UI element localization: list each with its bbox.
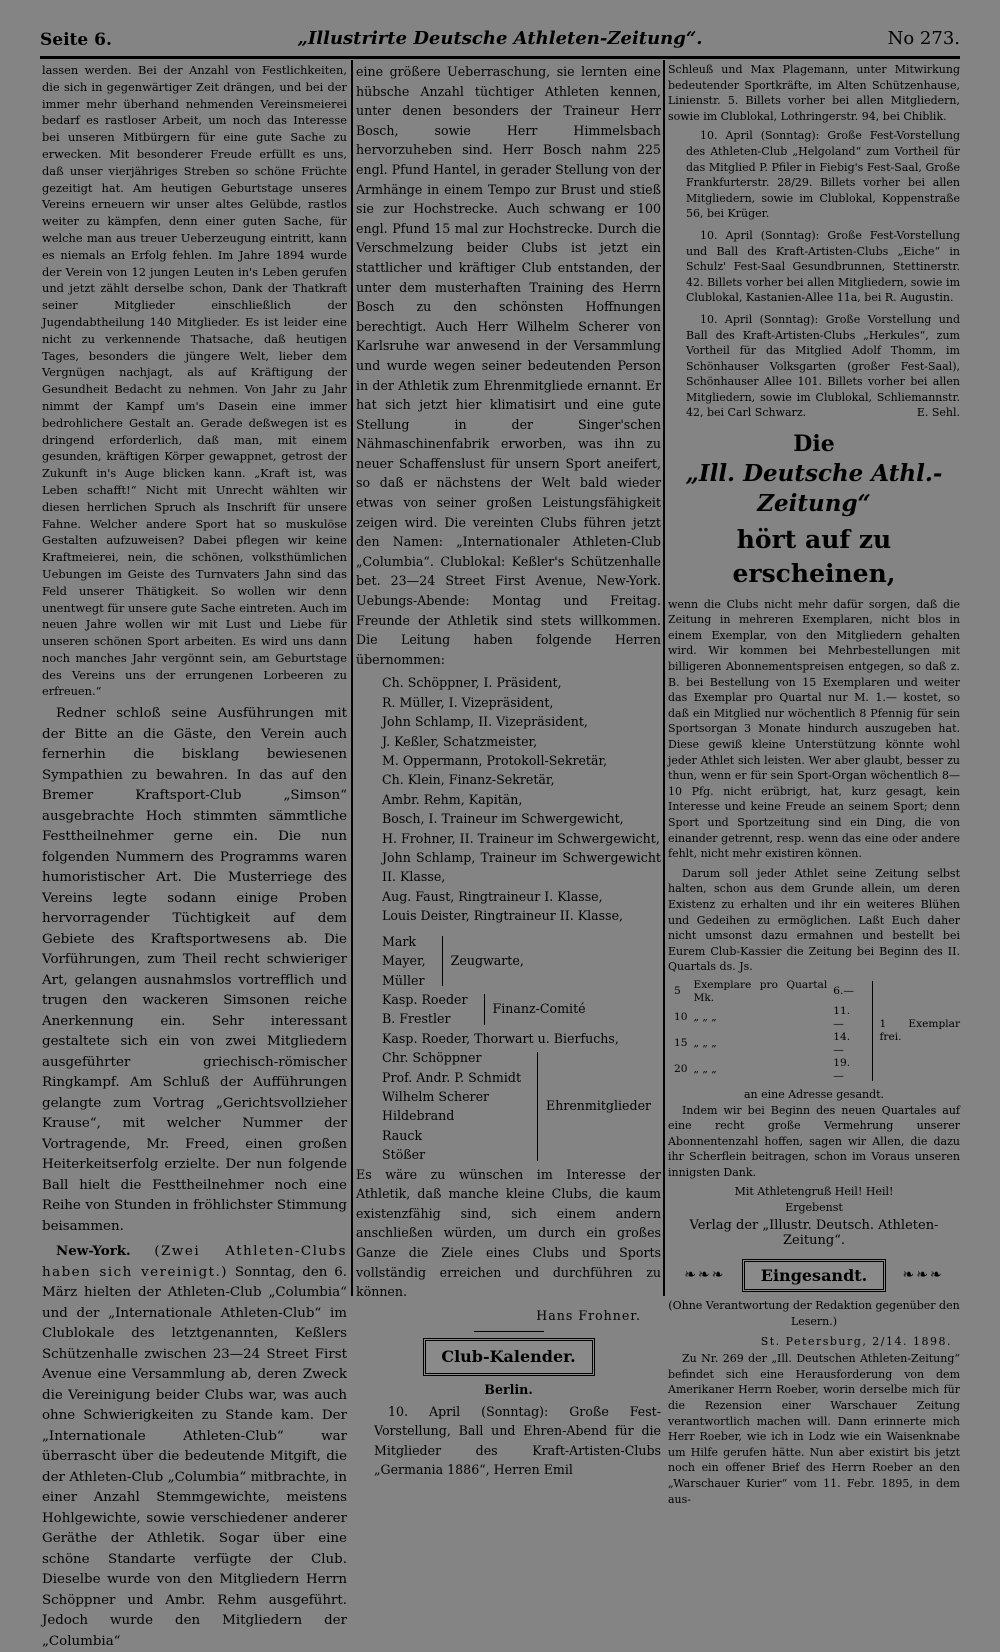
brace [474, 994, 485, 1025]
column-divider-right [663, 60, 665, 1296]
letter-text: Zu Nr. 269 der „Ill. Deutschen Athleten-Zeitung“ befindet sich eine Herausforderung von dem Amerikaner Herrn Roeber, worin derselbe mich für die Rezension einer Warschauer Zeitung verantwortlich machen will. Dann erinnerte mich Herr Roeber, wie ich in Lodz wie ein Waisenknabe um Hilfe gerufen hätte. Nun aber existirt bis jetzt noch ein offener Brief des Herrn Roeber an den „Warschauer Kurier“ vom 11. Febr. 1895, in dem aus- [668, 1352, 960, 1506]
announcement-paragraph: Darum soll jeder Athlet seine Zeitung selbst halten, schon aus dem Grunde allein, um deren Existenz zu erhalten und ihr ein weiteres Blühen und Gedeihen zu ermöglichen. Laßt Euch daher nicht umsonst dazu ermahnen und bestellt bei Eurem Club-Kassier die Zeitung bei Beginn des II. Quartals ds. Js. [668, 866, 960, 974]
brace [865, 981, 873, 1081]
group-member: Rauck [382, 1127, 423, 1143]
new-york-text: Sonntag, den 6. März hielten der Athleten-Club „Columbia“ und der „Internationale Athleten-Club“ im Clublokale des letztgenannten, Keßlers Schützenhalle zwischen 23—24 Street First Avenue eine Versammlung ab, deren Zweck die Vereinigung beider Clubs war, was auch ohne Schwierigkeiten zu Stande kam. Der „Internationale Athleten-Club“ war überrascht über die bedeutende Mitgift, die der Athleten-Club „Columbia“ mitbrachte, in einer Anzahl Stemmgewichte, meistens Hohlgewichte, sowie verschiedener anderer Geräthe der Athletik. Sogar über eine schöne Standarte verfügte der Club. Dieselbe wurde von den Mitgliedern Herrn Schöppner und Ambr. Rehm ausgeführt. Jedoch wurde den Mitgliedern der „Columbia“ [42, 1264, 347, 1649]
group-member: Müller [382, 972, 425, 988]
city-heading: Berlin. [484, 1381, 533, 1397]
divider [474, 1331, 544, 1332]
calendar-entry: 10. April (Sonntag): Große Fest-Vorstellung, Ball und Ehren-Abend für die Mitglieder des Kraft-Artisten-Clubs „Germania 1886“, Herren Emil [374, 1403, 661, 1478]
officer-entry: Ch. Schöppner, I. Präsident, [382, 675, 562, 691]
price-note-free: 1 Exemplar frei. [879, 1017, 961, 1043]
announcement-die: Die [793, 431, 835, 458]
column-divider-left [351, 60, 353, 1296]
announcement-paragraph: Indem wir bei Beginn des neuen Quartales auf eine recht große Vermehrung unserer Abonnentenzahl hoffen, sagen wir Allen, die dazu ihr Scherflein beitragen, schon im Voraus unseren innigsten Dank. [668, 1103, 960, 1179]
disclaimer: (Ohne Verantwortung der Redaktion gegenüber den Lesern.) [668, 1299, 960, 1329]
eingesandt-title: Eingesandt. [742, 1259, 886, 1293]
brace [432, 936, 443, 986]
column-3 [668, 62, 961, 1506]
group-label: Ehrenmitglieder [546, 1098, 652, 1114]
group-label: Zeugwarte, [450, 952, 524, 968]
article-paragraph: lassen werden. Bei der Anzahl von Festlichkeiten, die sich in gegenwärtiger Zeit drängen, und bei der immer mehr überhand nehmenden Vereinsmeierei bedarf es rastloser Arbeit, um noch das Interesse bei unseren Mitbürgern für eine gute Sache zu erwecken. Mit besonderer Freude erfüllt es uns, daß unser vierjähriges Streben so schöne Früchte gezeitigt hat. Am heutigen Geburtstage unseres Vereins erneuern wir unser altes Gelübde, rastlos weiter zu kämpfen, denn einer guten Sache, für welche man aus treuer Ueberzeugung eintritt, kann es niemals an Erfolg fehlen. Im Jahre 1894 wurde der Verein von 12 jungen Leuten in's Leben gerufen und jetzt zählt derselbe schon, Dank der Thatkraft seiner Mitglieder einschließlich der Jugendabtheilung 140 Mitglieder. Es ist leider eine nicht zu verkennende Thatsache, daß heutigen Tages, besonders die jüngere Welt, lieber dem Vergnügen nachjagt, als auf Kräftigung der Gesundheit Bedacht zu nehmen. Von Jahr zu Jahr nimmt der Kampf um's Dasein eine immer bedrohlichere Gestalt an. Gerade deßwegen ist es dringend erforderlich, daß man, mit einem gesunden, kräftigen Körper gewappnet, getrost der Zukunft in's Auge blicken kann. „Kraft ist, was Leben schafft!“ Nicht mit Unrecht wählten wir diesen herrlichen Spruch als Inschrift für unsere Fahne. Welcher andere Sport hat so muskulöse Gestalten aufzuweisen? Dabei pflegen wir keine Kraftmeierei, nein, die schönen, volksthümlichen Uebungen im Geiste des Turnvaters Jahn sind das Feld unserer Thätigkeit. So wollen wir denn unentwegt für unsere gute Sache eintreten. Auch im neuen Jahre wollen wir mit Lust und Liebe für unseren schönen Sport arbeiten. Es wird uns dann noch manches Jahr vergönnt sein, am Geburtstage des Vereins uns der errungenen Lorbeeren zu erfreuen.“ [42, 63, 347, 699]
zeugwarte-group [382, 932, 661, 990]
article-paragraph: Es wäre zu wünschen im Interesse der Athletik, daß manche kleine Clubs, die kaum existenzfähig sind, sich einem andern anschließen würden, um durch ein großes Ganze die Ziele eines Clubs und Sports vollständig erreichen und durchführen zu können. [356, 1166, 661, 1300]
greeting: Mit Athletengruß Heil! Heil! [734, 1185, 894, 1199]
dateline: St. Petersburg, 2/14. 1898. [760, 1334, 952, 1348]
article-paragraph: eine größere Ueberraschung, sie lernten eine hübsche Anzahl tüchtiger Athleten kennen, unter denen besonders der Traineur Herr Bosch, sowie Herr Himmelsbach hervorzuheben sind. Herr Bosch nahm 225 engl. Pfund Hantel, in gerader Stellung von der Armhänge in einem Tempo zur Brust und stieß sie zur Hochstrecke. Auch schwang er 100 engl. Pfund 15 mal zur Hochstrecke. Durch die Verschmelzung beider Clubs ist jetzt ein stattlicher und kräftiger Club entstanden, der unter dem musterhaften Training des Herrn Bosch zu den schönsten Hoffnungen berechtigt. Auch Herr Wilhelm Scherer von Karlsruhe war anwesend in der Versammlung und wurde wegen seiner bedeutenden Person in der Athletik zum Ehrenmitgliede ernannt. Er hat sich jetzt hier klimatisirt und eine gute Stellung in der Singer'schen Nähmaschinenfabrik erworben, was ihn zu neuer Schaffenslust für unsern Sport aneifert, so daß er nächstens der Welt bald wieder etwas von seiner großen Leistungsfähigkeit zeigen wird. Die vereinten Clubs führen jetzt den Namen: „Internationaler Athleten-Club „Columbia“. Clublokal: Keßler's Schützenhalle bet. 23—24 Street First Avenue, New-York. Uebungs-Abende: Montag und Freitag. Freunde der Athletik sind stets willkommen. Die Leitung haben folgende Herren übernommen: [356, 64, 661, 667]
new-york-report [42, 1241, 347, 1652]
new-york-subheading: (Zwei Athleten-Clubs haben sich vereinigt.) [42, 1244, 347, 1280]
group-member: Mark [382, 933, 417, 949]
brace [527, 1052, 538, 1160]
column-2 [356, 62, 661, 1478]
officer-entry: J. Keßler, Schatzmeister, [382, 733, 538, 749]
group-label: Finanz-Comité [492, 1001, 586, 1017]
announcement-masthead: „Ill. Deutsche Athl.-Zeitung“ [685, 459, 943, 517]
price-table [674, 979, 960, 1083]
group-member: Mayer, [382, 953, 426, 969]
new-york-heading: New-York. [56, 1243, 131, 1260]
author-signature: Hans Frohner. [536, 1307, 641, 1323]
group-member: B. Frestler [382, 1011, 451, 1027]
issue-number: No 273. [887, 28, 960, 49]
group-member: Wilhelm Scherer [382, 1088, 490, 1104]
entry-signer: E. Sehl. [916, 406, 960, 420]
calendar-entry: Schleuß und Max Plagemann, unter Mitwirkung bedeutender Sportkräfte, im Alten Schützenhause, Linienstr. 5. Billets vorher bei allen Mitgliedern, sowie im Clublokal, Lothringerstr. 94, bei Chiblik. [668, 63, 960, 123]
officer-entry: M. Oppermann, Protokoll-Sekretär, [382, 753, 608, 769]
officer-entry: R. Müller, I. Vizepräsident, [382, 694, 554, 710]
calendar-entry: 10. April (Sonntag): Große Vorstellung und Ball des Kraft-Artisten-Clubs „Herkules“, zum Vortheil für das Mitglied Adolf Thomm, im Schönhauser Volksgarten (großer Fest-Saal), Schönhauser Allee 101. Billets vorher bei allen Mitgliedern, sowie im Clublokal, Schliemannstr. 42, bei Carl Schwarz. E. Sehl. [686, 312, 960, 420]
column-1 [42, 62, 347, 1649]
officer-entry: Louis Deister, Ringtraineur II. Klasse, [382, 908, 624, 924]
ehren-group [382, 1048, 661, 1164]
officer-entry: Bosch, I. Traineur im Schwergewicht, [382, 811, 624, 827]
group-member: Stößer [382, 1147, 426, 1163]
price-row: 20 „ „ „ 19.— [674, 1056, 851, 1082]
officer-entry: Ch. Klein, Finanz-Sekretär, [382, 772, 555, 788]
officer-entry: John Schlamp, II. Vizepräsident, [382, 714, 588, 730]
group-member: Prof. Andr. P. Schmidt [382, 1069, 522, 1085]
calendar-entry: 10. April (Sonntag): Große Fest-Vorstellung des Athleten-Club „Helgoland“ zum Vortheil für das Mitglied P. Pfiler in Fiebig's Fest-Saal, Große Frankfurterstr. 28/29. Billets vorher bei allen Mitgliedern, sowie im Clublokal, Koppenstraße 56, bei Krüger. [686, 129, 960, 221]
officer-entry: John Schlamp, Traineur im Schwergewicht II. Klasse, [382, 850, 661, 885]
announcement-paragraph: wenn die Clubs nicht mehr dafür sorgen, daß die Zeitung in mehreren Exemplaren, nicht blos in einem Exemplar, von den Mitgliedern gehalten wird. Wir kommen bei Mehrbestellungen mit billigeren Abonnementspreisen entgegen, so daß z. B. bei Bestellung von 15 Exemplaren und weiter das Exemplar pro Quartal nur M. 1.— kostet, so daß ein Mitglied nur wöchentlich 8 Pfennig für sein Sportsorgan 3 Monate hindurch auszugeben hat. Diese gewiß kleine Unterstützung könnte wohl jeder Athlet sich leisten. Wer aber glaubt, besser zu thun, wenn er für sein Sport-Organ wöchentlich 8—10 Pfg. nicht erübrigt, hat, kurz gesagt, kein Interesse und keine Freude an seinem Sport; denn Sport und Sportzeitung sind ein Ding, die von einander getrennt, resp. wenn das eine oder andere fehlt, nicht mehr existiren können. [668, 597, 960, 861]
ergebenst: Ergebenst [785, 1201, 843, 1215]
calendar-entry: 10. April (Sonntag): Große Fest-Vorstellung und Ball des Kraft-Artisten-Clubs „Eiche“ in Schulz' Fest-Saal Gesundbrunnen, Stettinerstr. 42. Billets vorher bei allen Mitgliedern, sowie im Clublokal, Kastanien-Allee 11a, bei R. Augustin. [686, 228, 960, 305]
announcement-subheading: hört auf zu erscheinen, [732, 524, 896, 588]
finanz-group [382, 990, 661, 1029]
group-member: Hildebrand [382, 1108, 455, 1124]
price-row: 10 „ „ „ 11.— [674, 1004, 851, 1030]
header-rule [40, 56, 960, 59]
officer-entry: Kasp. Roeder, Thorwart u. Bierfuchs, [382, 1030, 619, 1046]
group-member: Kasp. Roeder [382, 991, 468, 1007]
eingesandt-heading [668, 1259, 960, 1293]
officer-entry: Ambr. Rehm, Kapitän, [382, 791, 523, 807]
ornament-left: ❧❧❧ [684, 1266, 726, 1283]
newspaper-title: „Illustrirte Deutsche Athleten-Zeitung“. [297, 28, 703, 49]
officer-entry: Aug. Faust, Ringtraineur I. Klasse, [382, 888, 603, 904]
page-number: Seite 6. [40, 30, 112, 50]
group-member: Chr. Schöppner [382, 1050, 482, 1066]
officer-list [382, 673, 661, 925]
price-row: 5 Exemplare pro Quartal Mk. 6.— [674, 978, 854, 1004]
page-header [40, 24, 960, 54]
club-calendar-heading-box [423, 1338, 595, 1376]
club-calendar-title: Club-Kalender. [441, 1347, 576, 1367]
officer-entry: H. Frohner, II. Traineur im Schwergewicht, [382, 830, 660, 846]
price-row: 15 „ „ „ 14.— [674, 1030, 851, 1056]
publisher-line: Verlag der „Illustr. Deutsch. Athleten-Zeitung“. [689, 1217, 939, 1249]
ornament-right: ❧❧❧ [902, 1266, 944, 1283]
article-paragraph: Redner schloß seine Ausführungen mit der Bitte an die Gäste, den Verein auch fernerhin die bisklang bewiesenen Sympathien zu bewahren. In das auf den Bremer Kraftsport-Club „Simson“ ausgebrachte Hoch stimmten sämmtliche Festtheilnehmer gerne ein. Die nun folgenden Nummern des Programms waren humoristischer Art. Die Musterriege des Vereins legte sodann einige Proben hervorragender Tüchtigkeit auf dem Gebiete des Kraftsportwesens ab. Die Vorführungen, zum Theil recht schwieriger Art, gelangen ausnahmslos vortrefflich und trugen den wackeren Simsonen reiche Anerkennung ein. Sehr interessant gestaltete sich ein von zwei Mitgliedern ausgeführter griechisch-römischer Ringkampf. Am Schluß der Aufführungen gelangte zum Vortrag „Gerichtsvollzieher Krause“, mit welcher Nummer der Vortragende, Mr. Freed, einen großen Heiterkeitserfolg erzielte. Der nun folgende Ball hielt die Festtheilnehmer noch eine Reihe von Stunden in fröhlichster Stimmung beisammen. [42, 706, 347, 1234]
price-note: an eine Adresse gesandt. [743, 1087, 885, 1101]
